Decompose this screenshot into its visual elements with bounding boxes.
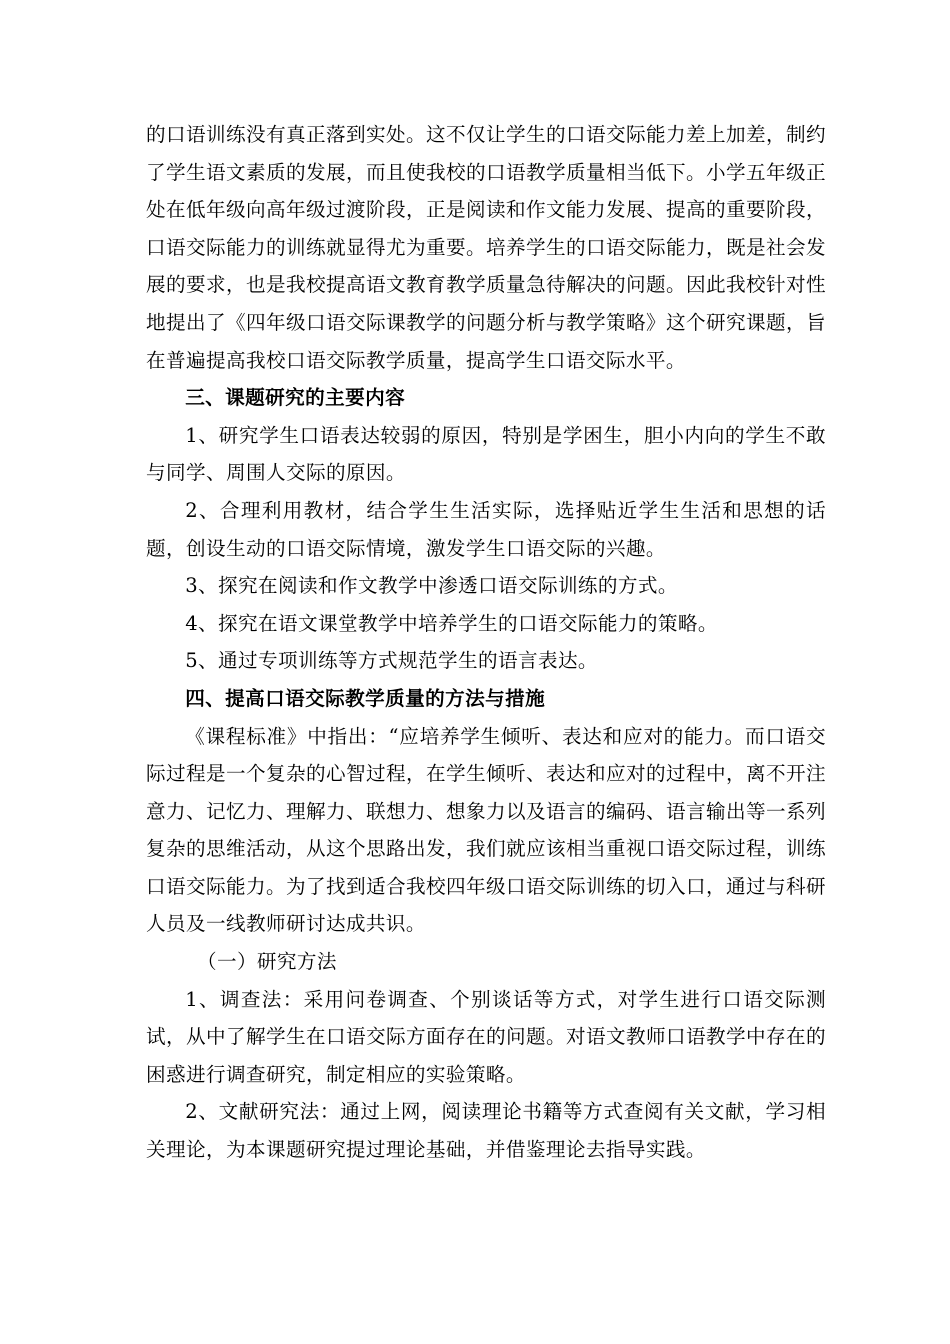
method-item-1: 1、调查法：采用问卷调查、个别谈话等方式，对学生进行口语交际测试，从中了解学生在口语交际方面存在的问题。对语文教师口语教学中存在的困惑进行调查研究，制定相应的实验策略。	[146, 987, 826, 1086]
method-item-2: 2、文献研究法：通过上网，阅读理论书籍等方式查阅有关文献，学习相关理论，为本课题研究提过理论基础，并借鉴理论去指导实践。	[146, 1100, 826, 1162]
content-item-2: 2、合理利用教材，结合学生生活实际，选择贴近学生生活和思想的话题，创设生动的口语交际情境，激发学生口语交际的兴趣。	[146, 498, 826, 560]
section-heading-4: 四、提高口语交际教学质量的方法与措施	[185, 686, 546, 710]
document-body	[146, 116, 826, 1169]
paragraph-intro: 的口语训练没有真正落到实处。这不仅让学生的口语交际能力差上加差，制约了学生语文素质的发展，而且使我校的口语教学质量相当低下。小学五年级正处在低年级向高年级过渡阶段，正是阅读和作文能力发展、提高的重要阶段，口语交际能力的训练就显得尤为重要。培养学生的口语交际能力，既是社会发展的要求，也是我校提高语文教育教学质量急待解决的问题。因此我校针对性地提出了《四年级口语交际课教学的问题分析与教学策略》这个研究课题，旨在普遍提高我校口语交际教学质量，提高学生口语交际水平。	[146, 123, 826, 372]
content-item-1: 1、研究学生口语表达较弱的原因，特别是学困生，胆小内向的学生不敢与同学、周围人交际的原因。	[146, 423, 826, 485]
paragraph-curriculum-standard: 《课程标准》中指出：“应培养学生倾听、表达和应对的能力。而口语交际过程是一个复杂的心智过程，在学生倾听、表达和应对的过程中，离不开注意力、记忆力、理解力、联想力、想象力以及语言的编码、语言输出等一系列复杂的思维活动，从这个思路出发，我们就应该相当重视口语交际过程，训练口语交际能力。为了找到适合我校四年级口语交际训练的切入口，通过与科研人员及一线教师研讨达成共识。	[146, 724, 826, 936]
subsection-heading-methods: （一）研究方法	[196, 950, 337, 974]
section-heading-3: 三、课题研究的主要内容	[185, 386, 406, 410]
content-item-5: 5、通过专项训练等方式规范学生的语言表达。	[185, 649, 598, 673]
content-item-3: 3、探究在阅读和作文教学中渗透口语交际训练的方式。	[185, 574, 678, 598]
content-item-4: 4、探究在语文课堂教学中培养学生的口语交际能力的策略。	[185, 611, 718, 635]
